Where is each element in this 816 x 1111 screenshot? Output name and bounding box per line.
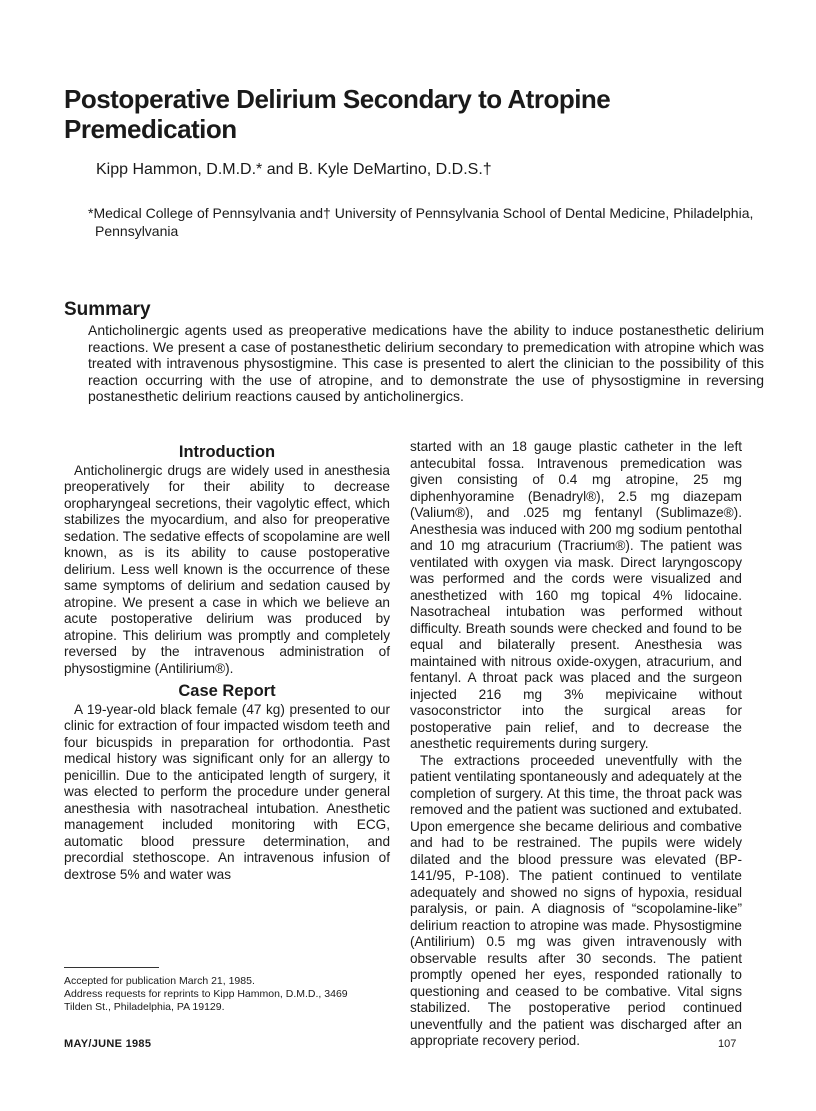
footnotes <box>64 975 394 1014</box>
journal-issue: MAY/JUNE 1985 <box>64 1038 152 1050</box>
footnote-divider <box>64 967 159 968</box>
case-report-paragraph-1: A 19-year-old black female (47 kg) presented to our clinic for extraction of four impacted wisdom teeth and four bicuspids in preparation for orthodontia. Past medical history was significant only for an allergy to penicillin. Due to the anticipated length of surgery, it was elected to perform the procedure under general anesthesia with nasotracheal intubation. Anesthetic management included monitoring with ECG, automatic blood pressure determination, and precordial stethoscope. An intravenous infusion of dextrose 5% and water was <box>64 701 390 882</box>
footnote-accepted: Accepted for publication March 21, 1985. <box>64 975 255 987</box>
affiliations <box>88 204 788 240</box>
footnote-address-line-1: Address requests for reprints to Kipp Hammon, D.M.D., 3469 <box>64 988 348 1000</box>
affiliation-line-1: *Medical College of Pennsylvania and† University of Pennsylvania School of Dental Medicine, Philadelphia, <box>88 205 754 221</box>
page-number: 107 <box>718 1038 737 1050</box>
author-list: Kipp Hammon, D.M.D.* and B. Kyle DeMartino, D.D.S.† <box>96 161 492 178</box>
footnote-address-line-2: Tilden St., Philadelphia, PA 19129. <box>64 1001 225 1013</box>
introduction-paragraph: Anticholinergic drugs are widely used in anesthesia preoperatively for their ability to decrease oropharyngeal secretions, their vagolytic effect, which stabilizes the myocardium, and also for preoperative sedation. The sedative effects of scopolamine are well known, as is its ability to cause postoperative delirium. Less well known is the occurrence of these same symptoms of delirium and sedation caused by atropine. We present a case in which we believe an acute postoperative delirium was produced by atropine. This delirium was promptly and completely reversed by the intravenous administration of physostigmine (Antilirium®). <box>64 462 390 676</box>
case-report-heading: Case Report <box>178 682 276 700</box>
summary-heading: Summary <box>64 299 151 320</box>
introduction-heading: Introduction <box>178 443 276 461</box>
article-title: Postoperative Delirium Secondary to Atropine Premedication <box>64 84 611 144</box>
case-report-paragraph-2: The extractions proceeded uneventfully with the patient ventilating spontaneously and adequately at the completion of surgery. At this time, the throat pack was removed and the patient was suctioned and extubated. Upon emergence she became delirious and combative and had to be restrained. The pupils were widely dilated and the blood pressure was elevated (BP-141/95, P-108). The patient continued to ventilate adequately and showed no signs of hypoxia, residual paralysis, or pain. A diagnosis of “scopolamine-like” delirium reaction to atropine was made. Physostigmine (Antilirium) 0.5 mg was given intravenously with observable results after 30 seconds. The patient promptly opened her eyes, responded rationally to questioning and ceased to be combative. Vital signs stabilized. The postoperative period continued uneventfully and the patient was discharged after an appropriate recovery period. <box>410 752 742 1048</box>
right-column <box>410 439 742 1050</box>
affiliation-line-2: Pennsylvania <box>95 223 179 239</box>
left-column <box>64 442 390 883</box>
case-report-paragraph-1-continued: started with an 18 gauge plastic catheter in the left antecubital fossa. Intravenous premedication was given consisting of 0.4 mg atropine, 25 mg diphenhyoramine (Benadryl®), 2.5 mg diazepam (Valium®), and .025 mg fentanyl (Sublimaze®). Anesthesia was induced with 200 mg sodium pentothal and 10 mg atracurium (Tracrium®). The patient was ventilated with oxygen via mask. Direct laryngoscopy was performed and the cords were visualized and anesthetized with 160 mg topical 4% lidocaine. Nasotracheal intubation was performed without difficulty. Breath sounds were checked and found to be equal and bilaterally present. Anesthesia was maintained with nitrous oxide-oxygen, atracurium, and fentanyl. A throat pack was placed and the surgeon injected 216 mg 3% mepivicaine without vasoconstrictor into the surgical areas for postoperative pain relief, and to decrease the anesthetic requirements during surgery. <box>410 439 742 751</box>
summary-text: Anticholinergic agents used as preoperative medications have the ability to induce postanesthetic delirium reactions. We present a case of postanesthetic delirium secondary to premedication with atropine which was treated with intravenous physostigmine. This case is presented to alert the clinician to the possibility of this reaction occurring with the use of atropine, and to demonstrate the use of physostigmine in reversing postanesthetic delirium reactions caused by anticholinergics. <box>88 322 764 404</box>
